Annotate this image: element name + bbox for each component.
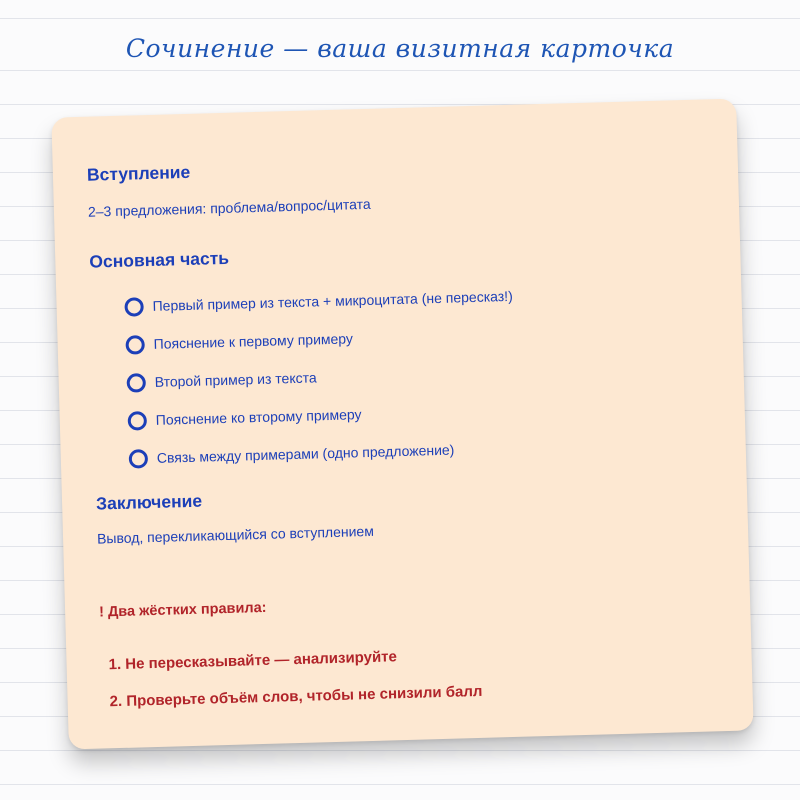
main-checklist [124,277,517,478]
checklist-item-label: Пояснение к первому примеру [153,330,354,352]
rule-item: 1. Не пересказывайте — анализируйте [108,648,398,674]
rules-title: ! Два жёстких правила: [98,599,267,621]
checklist-item-label: Пояснение ко второму примеру [155,406,362,428]
circle-checkbox-icon[interactable] [125,335,145,355]
essay-card [51,99,753,750]
page-title: Сочинение — ваша визитная карточка [125,34,675,63]
checklist-item-label: Второй пример из текста [154,369,317,390]
main-heading: Основная часть [89,247,230,272]
checklist-item-label: Связь между примерами (одно предложение) [156,441,455,466]
intro-heading: Вступление [86,161,191,185]
conclusion-heading: Заключение [95,490,203,514]
circle-checkbox-icon[interactable] [126,373,146,393]
circle-checkbox-icon[interactable] [129,449,149,469]
conclusion-text: Вывод, перекликающийся со вступлением [96,522,375,547]
intro-text: 2–3 предложения: проблема/вопрос/цитата [87,195,371,220]
circle-checkbox-icon[interactable] [128,411,148,431]
rule-item: 2. Проверьте объём слов, чтобы не снизили балл [109,682,483,711]
checklist-item-label: Первый пример из текста + микроцитата (не пересказ!) [152,287,513,314]
circle-checkbox-icon[interactable] [124,297,144,317]
